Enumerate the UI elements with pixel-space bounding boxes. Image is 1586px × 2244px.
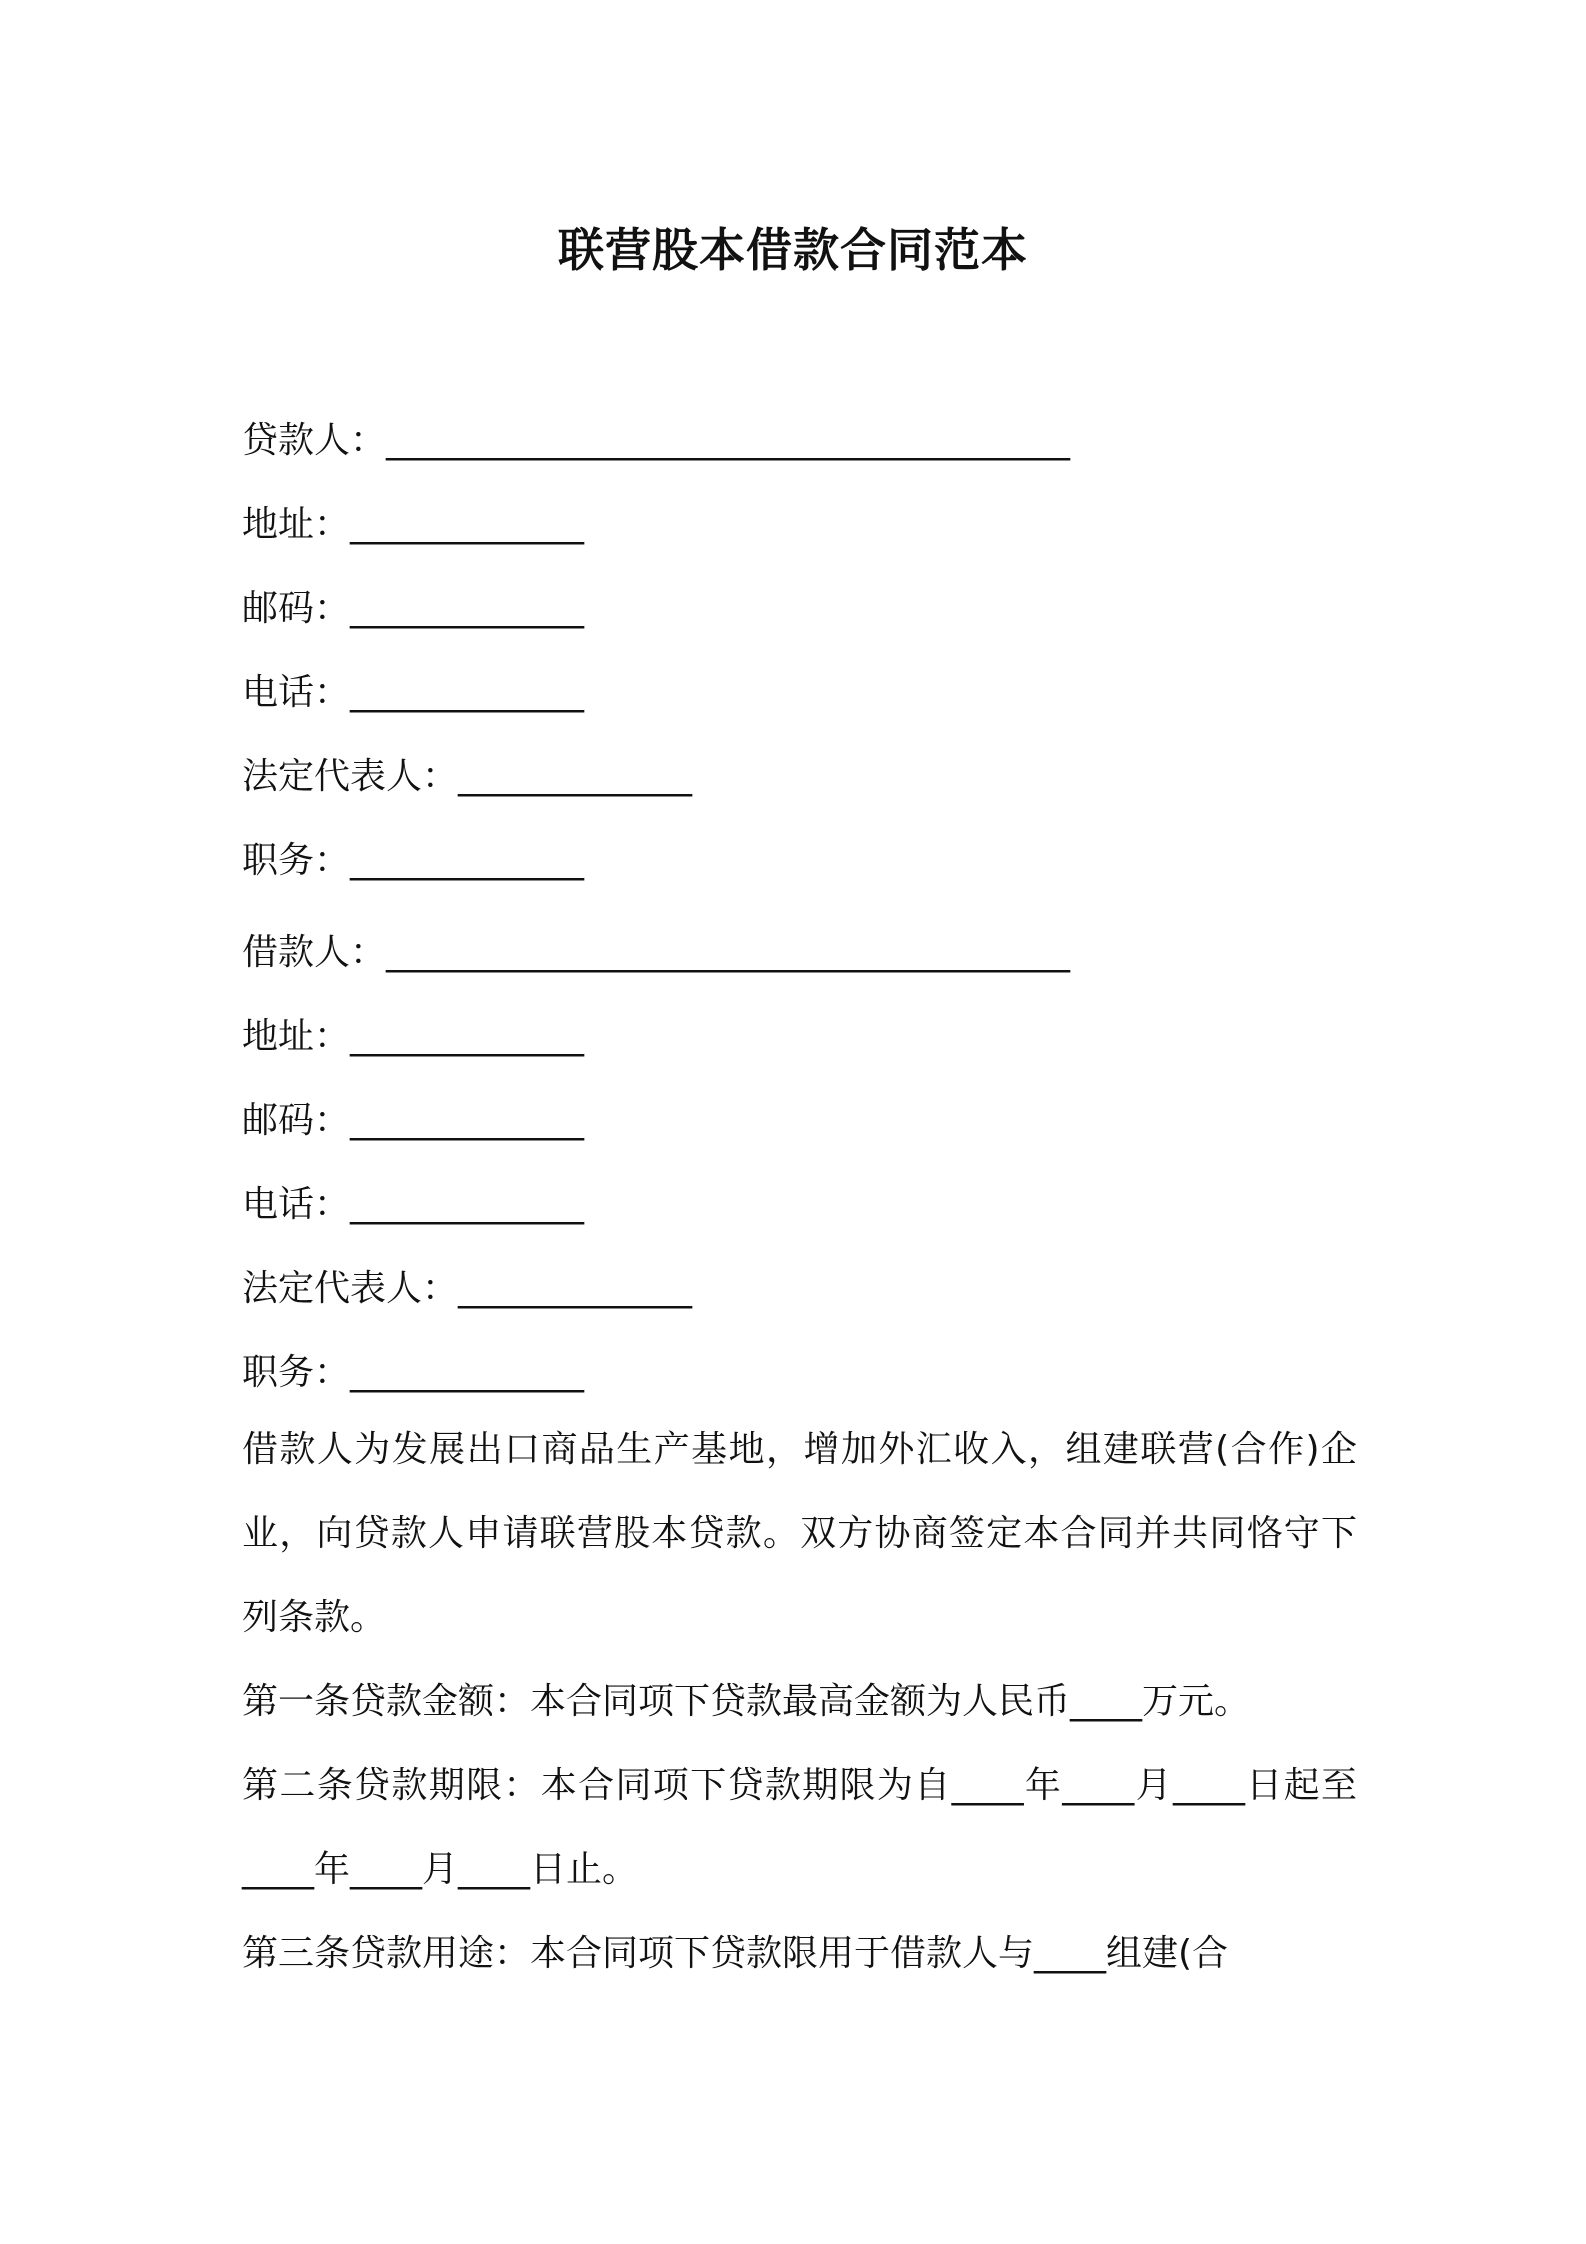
article-1-paragraph: 第一条贷款金额：本合同项下贷款最高金额为人民币____万元。 bbox=[242, 1681, 1251, 1722]
borrower-name-field: 借款人：______________________________________ bbox=[242, 932, 1071, 973]
article-3-paragraph: 第三条贷款用途：本合同项下贷款限用于借款人与____组建(合 bbox=[242, 1933, 1229, 1974]
lender-address-field: 地址：_____________ bbox=[242, 504, 585, 545]
article-2-paragraph: 第二条贷款期限：本合同项下贷款期限为自____年____月____日起至____年____月____日止。 bbox=[242, 1765, 1357, 1890]
lender-name-field: 贷款人：______________________________________ bbox=[242, 420, 1071, 461]
intro-paragraph: 借款人为发展出口商品生产基地，增加外汇收入，组建联营(合作)企业，向贷款人申请联营股本贷款。双方协商签定本合同并共同恪守下列条款。 bbox=[242, 1429, 1357, 1638]
borrower-position-field: 职务：_____________ bbox=[242, 1352, 585, 1393]
party-fields bbox=[242, 412, 1362, 1428]
lender-legal-rep-field: 法定代表人：_____________ bbox=[242, 756, 693, 797]
borrower-postcode-field: 邮码：_____________ bbox=[242, 1100, 585, 1141]
lender-postcode-field: 邮码：_____________ bbox=[242, 588, 585, 629]
lender-phone-field: 电话：_____________ bbox=[242, 672, 585, 713]
borrower-address-field: 地址：_____________ bbox=[242, 1016, 585, 1057]
borrower-legal-rep-field: 法定代表人：_____________ bbox=[242, 1268, 693, 1309]
borrower-phone-field: 电话：_____________ bbox=[242, 1184, 585, 1225]
document-title: 联营股本借款合同范本 bbox=[558, 223, 1028, 277]
contract-body bbox=[242, 1408, 1362, 1996]
lender-position-field: 职务：_____________ bbox=[242, 840, 585, 881]
